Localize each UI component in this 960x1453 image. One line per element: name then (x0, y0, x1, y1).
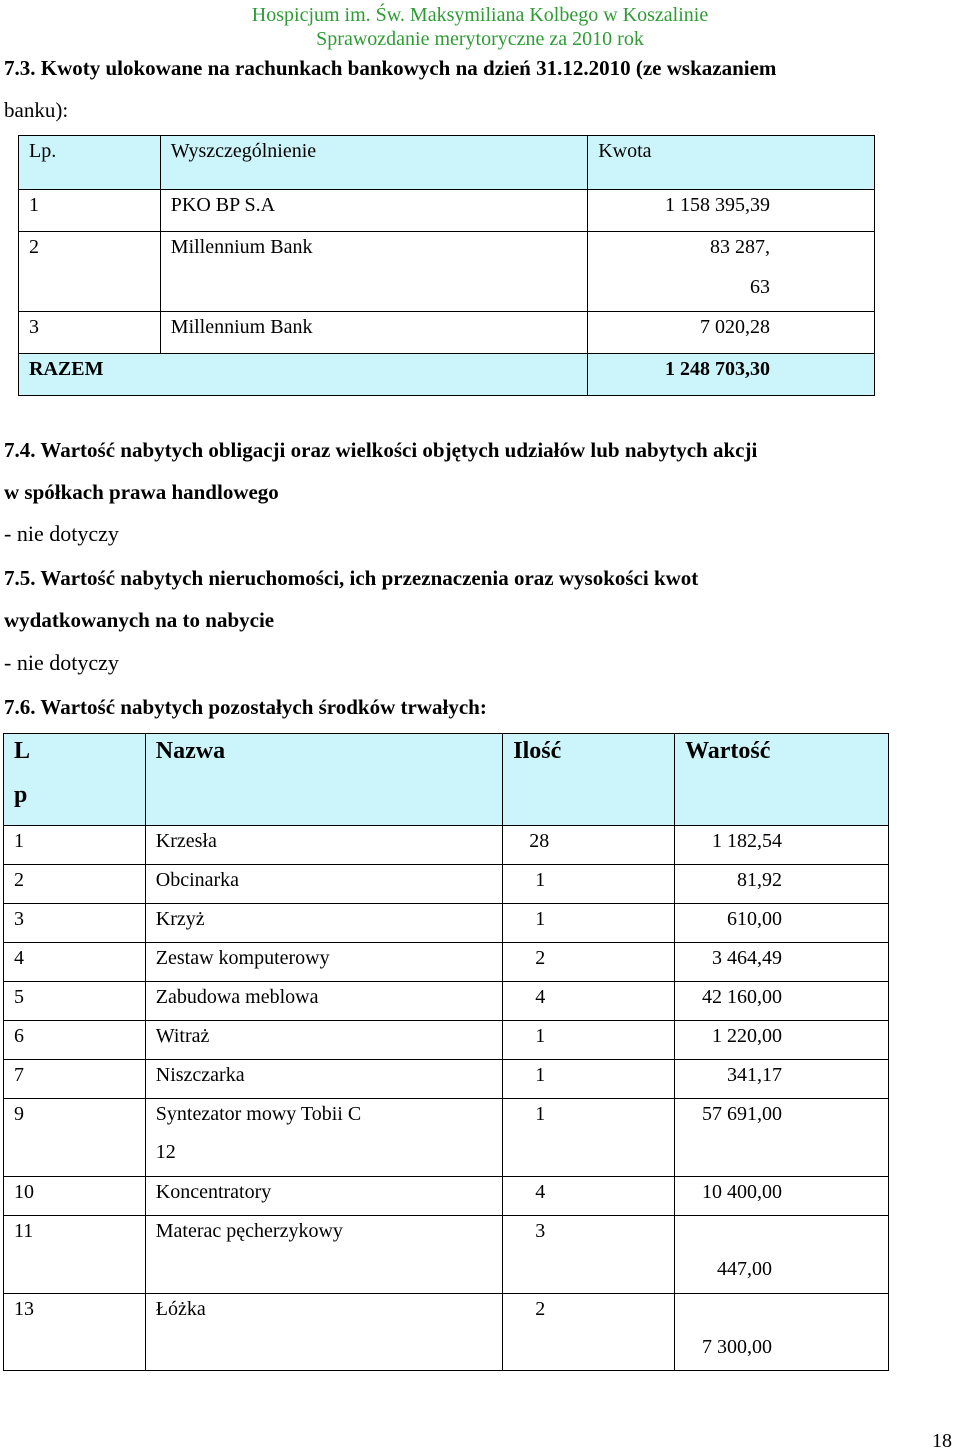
table-row (4, 1099, 889, 1177)
row-name: Niszczarka (145, 1060, 503, 1099)
section-7-6-title: 7.6. Wartość nabytych pozostałych środków trwałych: (4, 695, 487, 719)
row-qty: 4 (503, 1177, 675, 1216)
table-row (4, 943, 889, 982)
section-7-3-title-cont: banku): (4, 98, 69, 122)
row-lp: 9 (4, 1099, 146, 1177)
section-7-5-title-cont: wydatkowanych na to nabycie (4, 608, 275, 632)
total-amount: 1 248 703,30 (588, 354, 875, 396)
row-name: Millennium Bank (160, 312, 587, 354)
row-name: Zestaw komputerowy (145, 943, 503, 982)
row-value: 341,17 (675, 1060, 889, 1099)
row-lp: 2 (19, 232, 161, 312)
table-row (4, 904, 889, 943)
row-lp: 1 (19, 190, 161, 232)
table-row (4, 865, 889, 904)
total-row (19, 354, 875, 396)
row-amount-line1: 83 287, (710, 236, 770, 258)
row-lp: 1 (4, 826, 146, 865)
col-lp-header-line1: L (14, 738, 31, 764)
row-qty: 1 (503, 904, 675, 943)
row-value: 7 300,00 (675, 1294, 889, 1371)
row-lp: 6 (4, 1021, 146, 1060)
col-lp-header: Lp. (19, 136, 161, 190)
row-lp: 7 (4, 1060, 146, 1099)
row-name: Millennium Bank (160, 232, 587, 312)
row-value: 1 220,00 (675, 1021, 889, 1060)
row-qty: 3 (503, 1216, 675, 1294)
header-line-2: Sprawozdanie merytoryczne za 2010 rok (316, 28, 644, 50)
table-row (4, 982, 889, 1021)
table-row (4, 1216, 889, 1294)
row-qty: 2 (503, 943, 675, 982)
row-value: 447,00 (675, 1216, 889, 1294)
row-value: 1 182,54 (675, 826, 889, 865)
row-name: Krzyż (145, 904, 503, 943)
section-7-4-note: - nie dotyczy (4, 521, 119, 546)
table-row (4, 1021, 889, 1060)
row-lp: 2 (4, 865, 146, 904)
table-row (19, 312, 875, 354)
col-value-header: Wartość (675, 734, 889, 826)
section-7-4-title-cont: w spółkach prawa handlowego (4, 480, 279, 504)
table-row (4, 826, 889, 865)
section-7-5-note: - nie dotyczy (4, 650, 119, 675)
table-row (19, 190, 875, 232)
row-qty: 1 (503, 865, 675, 904)
section-7-3-title: 7.3. Kwoty ulokowane na rachunkach bankowych na dzień 31.12.2010 (ze wskazaniem (4, 56, 777, 80)
row-qty: 28 (503, 826, 675, 865)
row-lp: 11 (4, 1216, 146, 1294)
col-amount-header: Kwota (588, 136, 875, 190)
row-value: 10 400,00 (675, 1177, 889, 1216)
row-name: Materac pęcherzykowy (145, 1216, 503, 1294)
row-name: PKO BP S.A (160, 190, 587, 232)
page-number: 18 (932, 1430, 952, 1452)
row-name-line2: 12 (155, 1141, 176, 1163)
table-row (4, 1294, 889, 1371)
header-line-1: Hospicjum im. Św. Maksymiliana Kolbego w Koszalinie (251, 4, 709, 26)
total-label: RAZEM (19, 354, 588, 396)
col-qty-header: Ilość (503, 734, 675, 826)
table-row (19, 232, 875, 312)
row-name: Zabudowa meblowa (145, 982, 503, 1021)
col-name-header: Wyszczególnienie (160, 136, 587, 190)
row-value: 610,00 (675, 904, 889, 943)
fixed-assets-table (3, 733, 889, 1371)
row-value: 42 160,00 (675, 982, 889, 1021)
row-lp: 10 (4, 1177, 146, 1216)
row-qty: 1 (503, 1099, 675, 1177)
row-name: Łóżka (145, 1294, 503, 1371)
row-amount: 7 020,28 (588, 312, 875, 354)
row-lp: 3 (4, 904, 146, 943)
row-qty: 4 (503, 982, 675, 1021)
row-name: Koncentratory (145, 1177, 503, 1216)
row-lp: 4 (4, 943, 146, 982)
row-lp: 5 (4, 982, 146, 1021)
row-value: 81,92 (675, 865, 889, 904)
row-value: 3 464,49 (675, 943, 889, 982)
row-qty: 1 (503, 1021, 675, 1060)
row-name: Obcinarka (145, 865, 503, 904)
table-row (4, 1177, 889, 1216)
row-amount-line2: 63 (750, 276, 770, 298)
row-lp: 3 (19, 312, 161, 354)
col-lp-header-line2: p (14, 782, 28, 808)
row-value: 57 691,00 (675, 1099, 889, 1177)
section-7-4-title: 7.4. Wartość nabytych obligacji oraz wielkości objętych udziałów lub nabytych akcji (4, 438, 758, 462)
col-name-header: Nazwa (145, 734, 503, 826)
section-7-5-title: 7.5. Wartość nabytych nieruchomości, ich przeznaczenia oraz wysokości kwot (4, 566, 699, 590)
row-qty: 2 (503, 1294, 675, 1371)
row-name-line1: Syntezator mowy Tobii C (155, 1103, 362, 1125)
row-name: Witraż (145, 1021, 503, 1060)
row-qty: 1 (503, 1060, 675, 1099)
bank-accounts-table (18, 135, 875, 396)
row-name: Krzesła (145, 826, 503, 865)
row-amount: 1 158 395,39 (588, 190, 875, 232)
row-lp: 13 (4, 1294, 146, 1371)
table-row (4, 1060, 889, 1099)
